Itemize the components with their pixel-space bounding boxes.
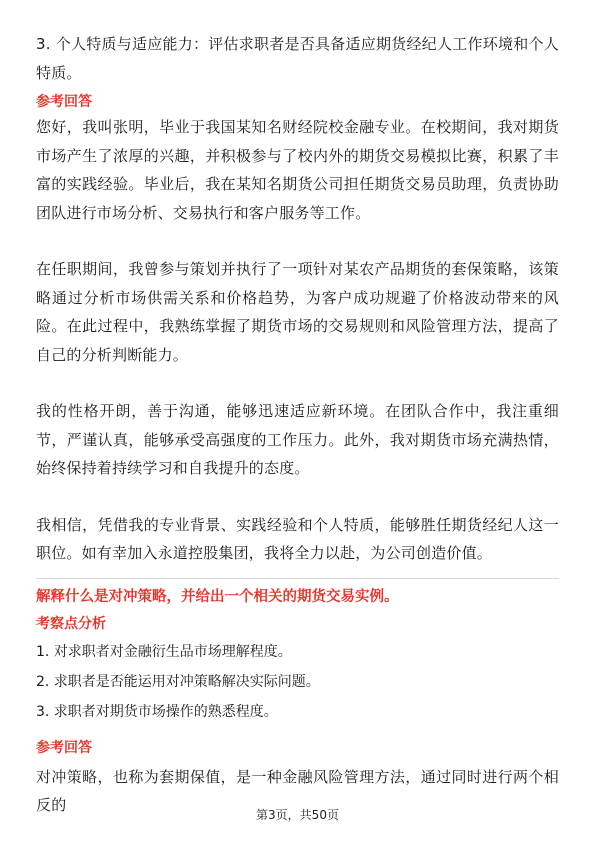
answer-paragraph: 我的性格开朗，善于沟通，能够迅速适应新环境。在团队合作中，我注重细节，严谨认真，能够承受高强度的工作压力。此外，我对期货市场充满热情，始终保持着持续学习和自我提升的态度。 [36,402,559,477]
analysis-item: 3. 求职者对期货市场操作的熟悉程度。 [36,703,278,720]
answer-paragraph: 我相信，凭借我的专业背景、实践经验和个人特质，能够胜任期货经纪人这一职位。如有幸加入永道控股集团，我将全力以赴，为公司创造价值。 [36,515,559,562]
analysis-heading: 考察点分析 [36,615,106,632]
answer-heading: 参考回答 [36,739,92,756]
answer-paragraph: 您好，我叫张明，毕业于我国某知名财经院校金融专业。在校期间，我对期货市场产生了浓厚的兴趣，并积极参与了校内外的期货交易模拟比赛，积累了丰富的实践经验。毕业后，我在某知名期货公司担任期货交易员助理，负责协助团队进行市场分析、交易执行和客户服务等工作。 [36,118,559,222]
intro-item: 3. 个人特质与适应能力：评估求职者是否具备适应期货经纪人工作环境和个人特质。 [36,35,559,82]
question-title: 解释什么是对冲策略，并给出一个相关的期货交易实例。 [36,588,399,605]
page-footer: 第3页，共50页 [256,808,339,822]
analysis-item: 1. 对求职者对金融衍生品市场理解程度。 [36,643,292,660]
document-page [36,30,559,820]
answer-paragraph: 对冲策略，也称为套期保值，是一种金融风险管理方法，通过同时进行两个相反的 [36,767,559,814]
answer-heading: 参考回答 [36,94,92,110]
analysis-item: 2. 求职者是否能运用对冲策略解决实际问题。 [36,673,320,690]
answer-paragraph: 在任职期间，我曾参与策划并执行了一项针对某农产品期货的套保策略，该策略通过分析市场供需关系和价格趋势，为客户成功规避了价格波动带来的风险。在此过程中，我熟练掌握了期货市场的交易规则和风险管理方法，提高了自己的分析判断能力。 [36,260,559,364]
